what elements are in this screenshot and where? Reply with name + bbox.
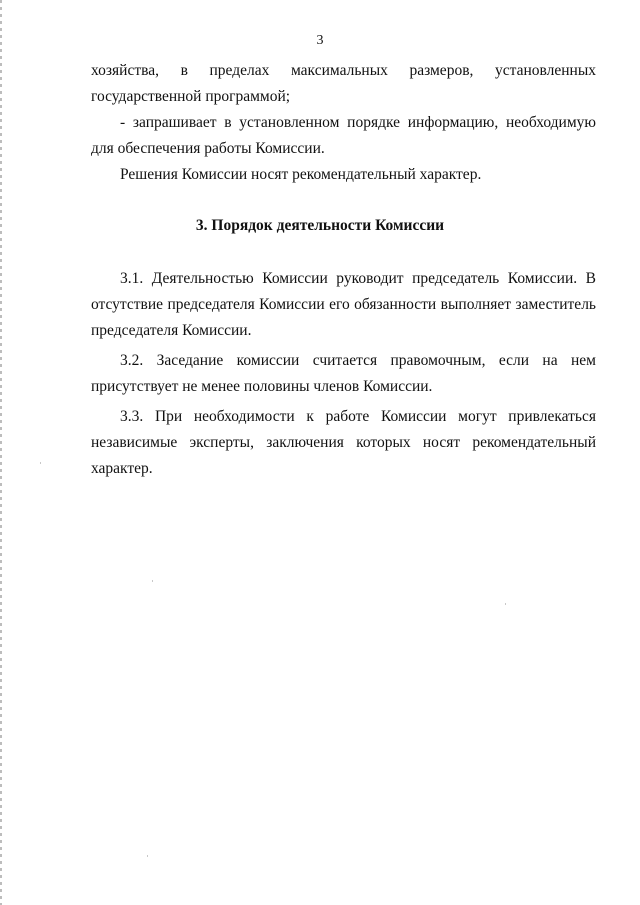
paragraph-continuation: хозяйства, в пределах максимальных размеров, установленных государственной программой; (91, 62, 596, 105)
paragraph-3-2: 3.2. Заседание комиссии считается правомочным, если на нем присутствует не менее половины членов Комиссии. (91, 352, 596, 395)
page-number: 3 (316, 33, 324, 48)
section-heading: 3. Порядок деятельности Комиссии (195, 217, 445, 234)
paragraph-request-info: - запрашивает в установленном порядке информацию, необходимую для обеспечения работы Комиссии. (91, 114, 596, 157)
scan-speck (505, 603, 506, 605)
paragraph-3-3: 3.3. При необходимости к работе Комиссии могут привлекаться независимые эксперты, заключения которых носят рекомендательный характер. (91, 408, 596, 477)
paragraph-decisions: Решения Комиссии носят рекомендательный характер. (120, 166, 482, 183)
scan-edge-artifact (0, 0, 2, 905)
paragraph-3-1: 3.1. Деятельностью Комиссии руководит председатель Комиссии. В отсутствие председателя Комиссии его обязанности выполняет заместитель председателя Комиссии. (91, 270, 596, 339)
scan-speck (147, 855, 148, 857)
scan-speck (40, 462, 41, 464)
section-body (91, 266, 596, 482)
scan-speck (152, 580, 153, 582)
continuation-text (91, 58, 596, 188)
